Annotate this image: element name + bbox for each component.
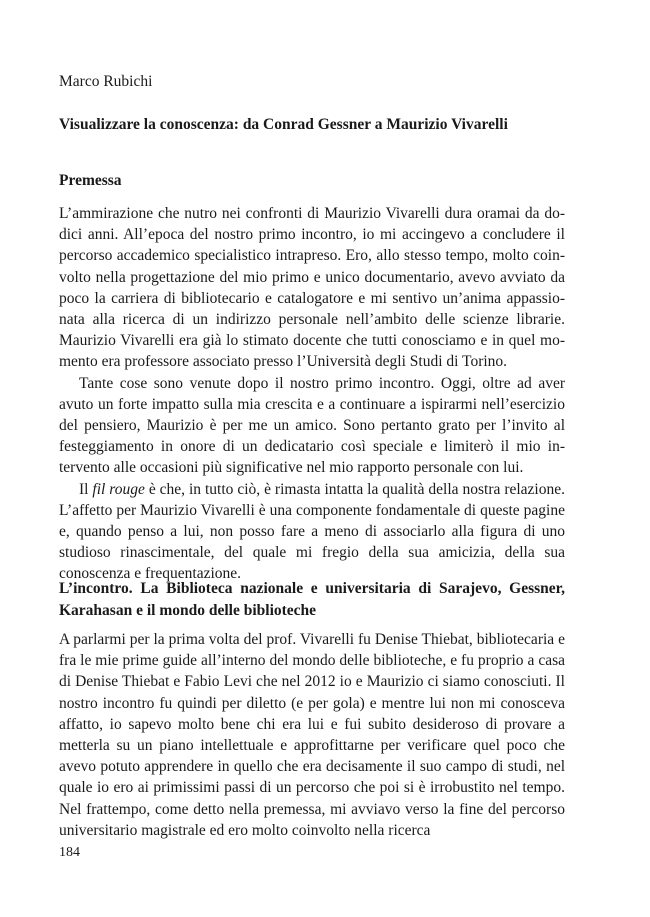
section-heading-incontro: L’incontro. La Biblioteca nazionale e universitaria di Sarajevo, Gessner, Karahasan e il mondo delle biblioteche (59, 580, 565, 619)
section-body-premessa (59, 203, 565, 585)
text-run: è che, in tutto ciò, è rimasta intatta la qualità della nostra relazione. L’affetto per Maurizio Vivarelli è una componente fondamentale di queste pagine e, quando penso a lui, non posso fare a meno di associarlo alla figura di uno studioso rinascimentale, del quale mi fregio della sua amicizia, della sua conoscenza e frequentazione. (59, 480, 565, 583)
paragraph: A parlarmi per la prima volta del prof. Vivarelli fu Denise Thiebat, bibliotecaria e fra le mie prime guide all’interno del mondo delle biblioteche, e fu proprio a casa di Denise Thiebat e Fabio Levi che nel 2012 io e Maurizio ci siamo conosciuti. Il nostro incontro fu quindi per diletto (e per gola) e mentre lui non mi conosceva affatto, io sapevo molto bene chi era lui e fui subito desideroso di provare a metterla su un piano intellettuale e approfittarne per verificare quel poco che avevo potuto apprendere in quello che era decisamente il suo campo di studi, nel quale io ero ai primissimi passi di un percorso che poi si è irrobustito nel tempo. Nel frattempo, come detto nella premessa, mi avviavo verso la fine del percorso universitario magistrale ed ero molto coinvolto nella ricerca (59, 631, 565, 839)
author-name: Marco Rubichi (59, 73, 153, 90)
paragraph (59, 479, 565, 585)
text-run: Il (79, 480, 93, 498)
section-heading-premessa: Premessa (59, 172, 122, 189)
section-body-incontro (59, 629, 565, 841)
paragraph: Tante cose sono venute dopo il nostro primo incontro. Oggi, oltre ad aver avuto un forte impatto sulla mia crescita e a continuare a ispirarmi nell’esercizio del pensiero, Maurizio è per me un amico. Sono pertanto grato per l’invito al festeggiamento in onore di un dedicatario così speciale e limiterò il mio intervento alle occasioni più significative nel mio rapporto personale con lui. (59, 374, 565, 477)
paragraph: L’ammirazione che nutro nei confronti di Maurizio Vivarelli dura oramai da dodici anni. All’epoca del nostro primo incontro, io mi accingevo a concludere il percorso accademico specialistico intrapreso. Ero, allo stesso tempo, molto coinvolto nella progettazione del mio primo e unico documentario, avevo avviato da poco la carriera di bibliotecario e catalogatore e mi sentivo un’anima appassionata alla ricerca di un indirizzo personale nell’ambito delle scienze librarie. Maurizio Vivarelli era già lo stimato docente che tutti conosciamo e in quel momento era professore associato presso l’Università degli Studi di Torino. (59, 205, 565, 371)
page-number: 184 (59, 845, 80, 860)
chapter-title: Visualizzare la conoscenza: da Conrad Gessner a Maurizio Vivarelli (59, 116, 508, 133)
italic-phrase: fil rouge (92, 480, 145, 498)
